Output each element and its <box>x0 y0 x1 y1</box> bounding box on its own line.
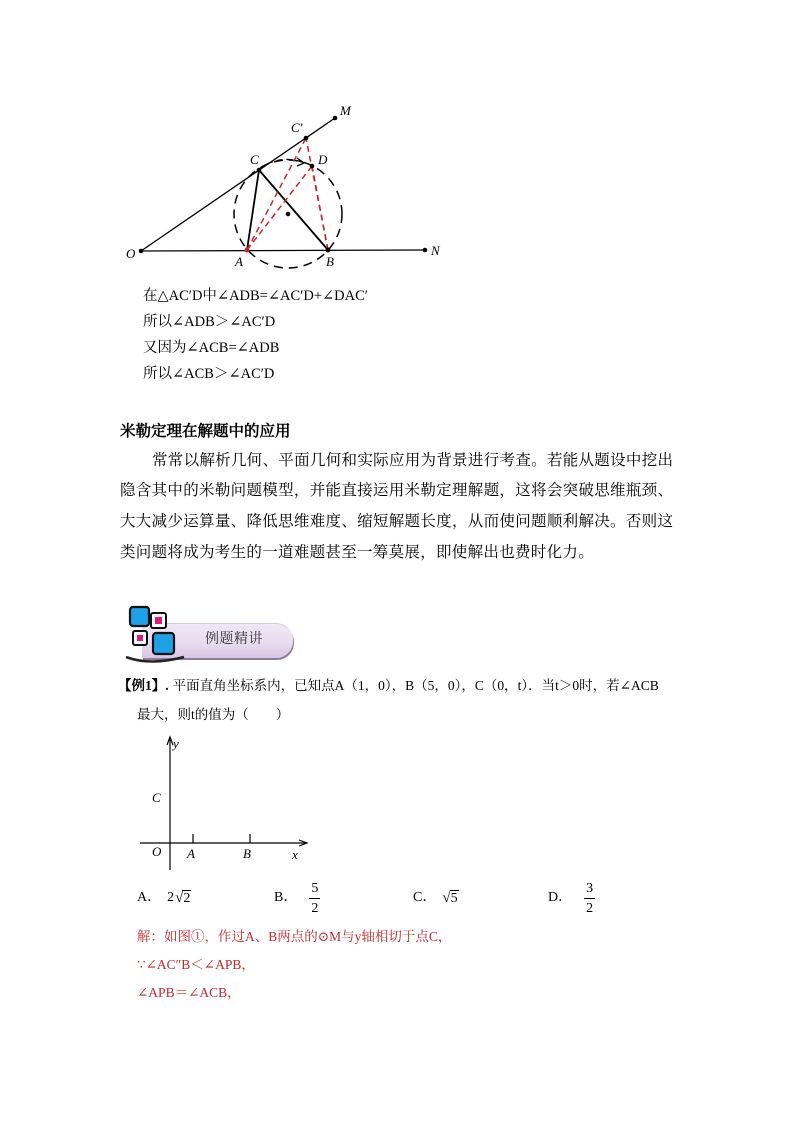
label-b: B <box>326 254 334 269</box>
example-stem-line: 平面直角坐标系内，已知点A（1，0），B（5，0），C（0，t）．当t＞0时，若∠ACB <box>172 678 659 693</box>
radical-sign: √ <box>442 890 451 906</box>
label-c: C <box>152 790 161 805</box>
choice-letter: A． <box>137 890 162 905</box>
point-c <box>257 168 262 173</box>
label-a: A <box>187 846 195 861</box>
point-c-prime <box>304 136 309 141</box>
choice-letter: D． <box>548 890 573 905</box>
example-tag: 【例1】. <box>118 678 169 693</box>
ray-on <box>141 250 425 251</box>
dashed-segment-b-d <box>312 166 328 250</box>
fraction-denominator: 2 <box>586 900 594 916</box>
radicand: 5 <box>450 891 458 906</box>
solution-line: 解：如图①，作过A、B两点的⊙M与y轴相切于点C， <box>137 929 452 944</box>
point-n <box>423 248 428 253</box>
section-heading: 米勒定理在解题中的应用 <box>120 423 291 440</box>
miller-theorem-figure <box>120 95 460 280</box>
solution-line: ∵∠AC″B＜∠APB， <box>137 957 255 972</box>
proof-line: 在△AC′D中∠ADB=∠AC′D+∠DAC′ <box>143 288 368 304</box>
example-stem <box>118 676 659 696</box>
label-a: A <box>235 254 243 269</box>
fraction-denominator: 2 <box>311 900 319 916</box>
choice-c <box>413 879 459 917</box>
axis-label-y: y <box>173 736 179 751</box>
point-b <box>326 248 331 253</box>
arrow-c-to-d <box>267 159 302 164</box>
label-c: C <box>250 152 259 167</box>
paragraph-line: 大大减少运算量、降低思维难度、缩短解题长度，从而使问题顺利解决。否则这 <box>120 513 673 530</box>
paragraph-line: 类问题将成为考生的一道难题甚至一筹莫展，即使解出也费时化力。 <box>120 544 595 561</box>
proof-line: 又因为∠ACB=∠ADB <box>143 340 280 356</box>
choice-letter: C． <box>413 890 437 905</box>
circle-center <box>286 212 291 217</box>
choice-coefficient: 2 <box>167 890 175 905</box>
label-d: D <box>318 152 328 167</box>
radicand: 2 <box>183 891 191 906</box>
coordinate-figure <box>130 730 320 875</box>
label-o: O <box>126 246 136 261</box>
fraction <box>584 880 595 917</box>
choice-a <box>137 879 191 917</box>
label-m: M <box>340 103 351 118</box>
label-origin: O <box>152 844 162 859</box>
label-n: N <box>431 243 440 258</box>
choice-letter: B． <box>274 890 298 905</box>
paragraph-line: 隐含其中的米勒问题模型，并能直接运用米勒定理解题，这将会突破思维瓶颈、 <box>120 482 673 499</box>
proof-line: 所以∠ADB＞∠AC′D <box>143 314 276 330</box>
solution-line: ∠APB＝∠ACB， <box>137 985 241 1000</box>
choice-d <box>548 879 595 917</box>
proof-line: 所以∠ACB＞∠AC′D <box>143 366 275 382</box>
point-m <box>333 116 338 121</box>
fraction-numerator: 5 <box>309 880 320 899</box>
example-badge-icon <box>124 602 186 666</box>
fraction-numerator: 3 <box>584 880 595 899</box>
point-a <box>245 248 250 253</box>
point-o <box>139 249 144 254</box>
example-stem-line: 最大，则t的值为（ ） <box>137 707 290 722</box>
segment-cb <box>259 170 328 250</box>
point-d <box>310 164 315 169</box>
radical-sign: √ <box>175 890 184 906</box>
axis-label-x: x <box>292 847 298 862</box>
paragraph-line: 常常以解析几何、平面几何和实际应用为背景进行考查。若能从题设中挖出 <box>152 452 673 469</box>
choice-b <box>274 879 320 917</box>
label-b: B <box>243 846 251 861</box>
fraction <box>309 880 320 917</box>
dashed-segment-a-d <box>247 166 312 250</box>
label-c-prime: C′ <box>291 120 303 135</box>
badge-label: 例题精讲 <box>205 632 263 647</box>
